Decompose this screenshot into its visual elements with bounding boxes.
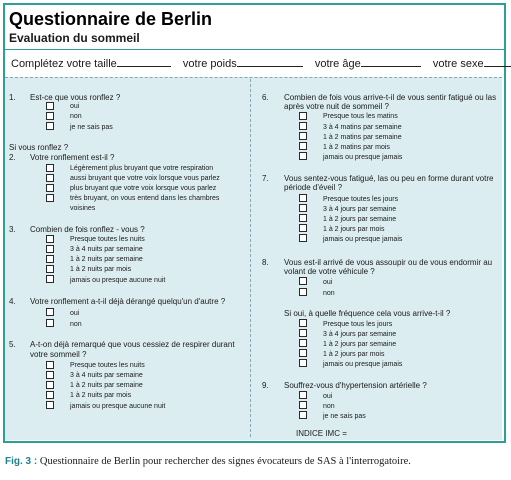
q6-text-cont: après votre nuit de sommeil ? (284, 102, 389, 111)
q9-option-3-checkbox[interactable] (299, 411, 307, 419)
figure-caption (5, 456, 411, 467)
q7-option-2-checkbox[interactable] (299, 204, 307, 212)
page-title: Questionnaire de Berlin (9, 9, 213, 29)
q3-option-2-checkbox[interactable] (46, 245, 54, 253)
q4-option-2-checkbox[interactable] (46, 319, 54, 327)
q3-option-5-checkbox[interactable] (46, 275, 54, 283)
q9-option-2-checkbox[interactable] (299, 401, 307, 409)
q1-option-2-checkbox[interactable] (46, 112, 54, 120)
q6-option-2-checkbox[interactable] (299, 122, 307, 130)
q7-option-5-label: jamais ou presque jamais (323, 236, 403, 243)
q8-option-2-label: non (323, 290, 335, 297)
q2-option-3-label: plus bruyant que votre voix lorsque vous parlez (70, 185, 217, 192)
q5-option-1-checkbox[interactable] (46, 361, 54, 369)
q2-option-2-label: aussi bruyant que votre voix lorsque vous parlez (70, 175, 220, 182)
q8b-option-5-label: jamais ou presque jamais (323, 361, 403, 368)
q8-followup-text: Si oui, à quelle fréquence cela vous arrive-t-il ? (284, 309, 451, 318)
q5-option-5-checkbox[interactable] (46, 401, 54, 409)
height-label: Complétez votre taille (11, 58, 117, 70)
q5-option-5-label: jamais ou presque aucune nuit (70, 403, 166, 410)
q7-option-5-checkbox[interactable] (299, 234, 307, 242)
q8b-option-3-checkbox[interactable] (299, 339, 307, 347)
q8b-option-4-checkbox[interactable] (299, 349, 307, 357)
q6-option-2-label: 3 à 4 matins par semaine (323, 124, 402, 131)
q6-option-1-checkbox[interactable] (299, 112, 307, 120)
figure-caption-text: Questionnaire de Berlin pour rechercher des signes évocateurs de SAS à l'interrogatoire. (37, 456, 411, 467)
q6-option-5-checkbox[interactable] (299, 152, 307, 160)
q8b-option-1-checkbox[interactable] (299, 319, 307, 327)
q7-option-3-label: 1 à 2 jours par semaine (323, 216, 397, 223)
q8-option-1-checkbox[interactable] (299, 277, 307, 285)
q3-text: Combien de fois ronflez - vous ? (30, 225, 145, 234)
age-field[interactable] (361, 57, 421, 67)
q6-option-1-label: Presque tous les matins (323, 113, 398, 120)
q7-option-3-checkbox[interactable] (299, 214, 307, 222)
q2-option-1-label: Légèrement plus bruyant que votre respiration (70, 165, 214, 172)
q8-text-cont: volant de votre véhicule ? (284, 267, 375, 276)
q1-text: Est-ce que vous ronflez ? (30, 93, 121, 102)
measurements-line (11, 57, 511, 70)
q7-option-2-label: 3 à 4 jours par semaine (323, 206, 397, 213)
q8-option-1-label: oui (323, 279, 333, 286)
q5-option-3-checkbox[interactable] (46, 381, 54, 389)
q7-option-1-label: Presque toutes les jours (323, 196, 399, 203)
q9-option-1-checkbox[interactable] (299, 391, 307, 399)
q2-option-3-checkbox[interactable] (46, 184, 54, 192)
q5-option-4-checkbox[interactable] (46, 391, 54, 399)
q5-text: A-t-on déjà remarqué que vous cessiez de respirer durant (30, 340, 235, 349)
q8b-option-1-label: Presque tous les jours (323, 321, 393, 328)
q4-option-1-label: oui (70, 310, 80, 317)
q6-option-4-checkbox[interactable] (299, 142, 307, 150)
q7-option-1-checkbox[interactable] (299, 194, 307, 202)
q5-number: 5. (9, 340, 16, 349)
q8b-option-3-label: 1 à 2 jours par semaine (323, 341, 397, 348)
q4-option-1-checkbox[interactable] (46, 308, 54, 316)
header-divider (5, 49, 504, 50)
q3-option-4-label: 1 à 2 nuits par mois (70, 266, 132, 273)
q6-number: 6. (262, 93, 269, 102)
q8-option-2-checkbox[interactable] (299, 288, 307, 296)
q6-option-5-label: jamais ou presque jamais (323, 154, 403, 161)
q1-option-3-label: je ne sais pas (70, 124, 113, 131)
figure-label: Fig. 3 : (5, 456, 38, 467)
q2-condition: Si vous ronflez ? (9, 143, 69, 152)
q7-option-4-label: 1 à 2 jours par mois (323, 226, 385, 233)
q4-option-2-label: non (70, 321, 82, 328)
q3-option-4-checkbox[interactable] (46, 265, 54, 273)
q9-number: 9. (262, 381, 269, 390)
q5-option-2-checkbox[interactable] (46, 371, 54, 379)
sex-label: votre sexe (432, 58, 484, 70)
q8b-option-2-checkbox[interactable] (299, 329, 307, 337)
age-label: votre âge (314, 58, 361, 70)
q1-option-3-checkbox[interactable] (46, 122, 54, 130)
q2-number: 2. (9, 153, 16, 162)
q8-text: Vous est-il arrivé de vous assoupir ou de vous endormir au (284, 258, 493, 267)
q1-number: 1. (9, 93, 16, 102)
q8b-option-4-label: 1 à 2 jours par mois (323, 351, 385, 358)
q3-option-1-checkbox[interactable] (46, 235, 54, 243)
q8b-option-5-checkbox[interactable] (299, 359, 307, 367)
q5-text-cont: votre sommeil ? (30, 350, 87, 359)
q4-text: Votre ronflement a-t-il déjà dérangé quelqu'un d'autre ? (30, 297, 226, 306)
q3-option-3-label: 1 à 2 nuits par semaine (70, 256, 143, 263)
q3-option-2-label: 3 à 4 nuits par semaine (70, 246, 143, 253)
q3-option-3-checkbox[interactable] (46, 255, 54, 263)
q8b-option-2-label: 3 à 4 jours par semaine (323, 331, 397, 338)
q9-option-2-label: non (323, 403, 335, 410)
q2-option-2-checkbox[interactable] (46, 174, 54, 182)
q1-option-2-label: non (70, 113, 82, 120)
weight-label: votre poids (182, 58, 237, 70)
q9-option-1-label: oui (323, 393, 333, 400)
q2-option-4-label: très bruyant, on vous entend dans les chambres (70, 195, 220, 202)
q5-option-2-label: 3 à 4 nuits par semaine (70, 372, 143, 379)
q1-option-1-checkbox[interactable] (46, 102, 54, 110)
q6-option-3-label: 1 à 2 matins par semaine (323, 134, 402, 141)
sex-field[interactable] (484, 57, 511, 67)
q2-option-4-label-cont: voisines (70, 205, 96, 212)
height-field[interactable] (117, 57, 171, 67)
page-subtitle: Evaluation du sommeil (9, 31, 140, 45)
column-divider (250, 79, 251, 437)
q6-option-4-label: 1 à 2 matins par mois (323, 144, 390, 151)
q3-option-1-label: Presque toutes les nuits (70, 236, 145, 243)
q5-option-1-label: Presque toutes les nuits (70, 362, 145, 369)
q2-text: Votre ronflement est-il ? (30, 153, 115, 162)
q6-text: Combien de fois vous arrive-t-il de vous sentir fatigué ou las (284, 93, 497, 102)
bmi-index-label: INDICE IMC = (296, 429, 347, 438)
q6-option-3-checkbox[interactable] (299, 132, 307, 140)
q5-option-4-label: 1 à 2 nuits par mois (70, 392, 132, 399)
q9-option-3-label: je ne sais pas (323, 413, 366, 420)
q7-text: Vous sentez-vous fatigué, las ou peu en forme durant votre (284, 174, 494, 183)
weight-field[interactable] (237, 57, 303, 67)
q3-number: 3. (9, 225, 16, 234)
q1-option-1-label: oui (70, 103, 80, 110)
q8-number: 8. (262, 258, 269, 267)
q7-text-cont: période d'éveil ? (284, 183, 343, 192)
q2-option-1-checkbox[interactable] (46, 164, 54, 172)
q5-option-3-label: 1 à 2 nuits par semaine (70, 382, 143, 389)
q4-number: 4. (9, 297, 16, 306)
q3-option-5-label: jamais ou presque aucune nuit (70, 277, 166, 284)
q2-option-4-checkbox[interactable] (46, 194, 54, 202)
q9-text: Souffrez-vous d'hypertension artérielle ? (284, 381, 427, 390)
q7-option-4-checkbox[interactable] (299, 224, 307, 232)
q7-number: 7. (262, 174, 269, 183)
